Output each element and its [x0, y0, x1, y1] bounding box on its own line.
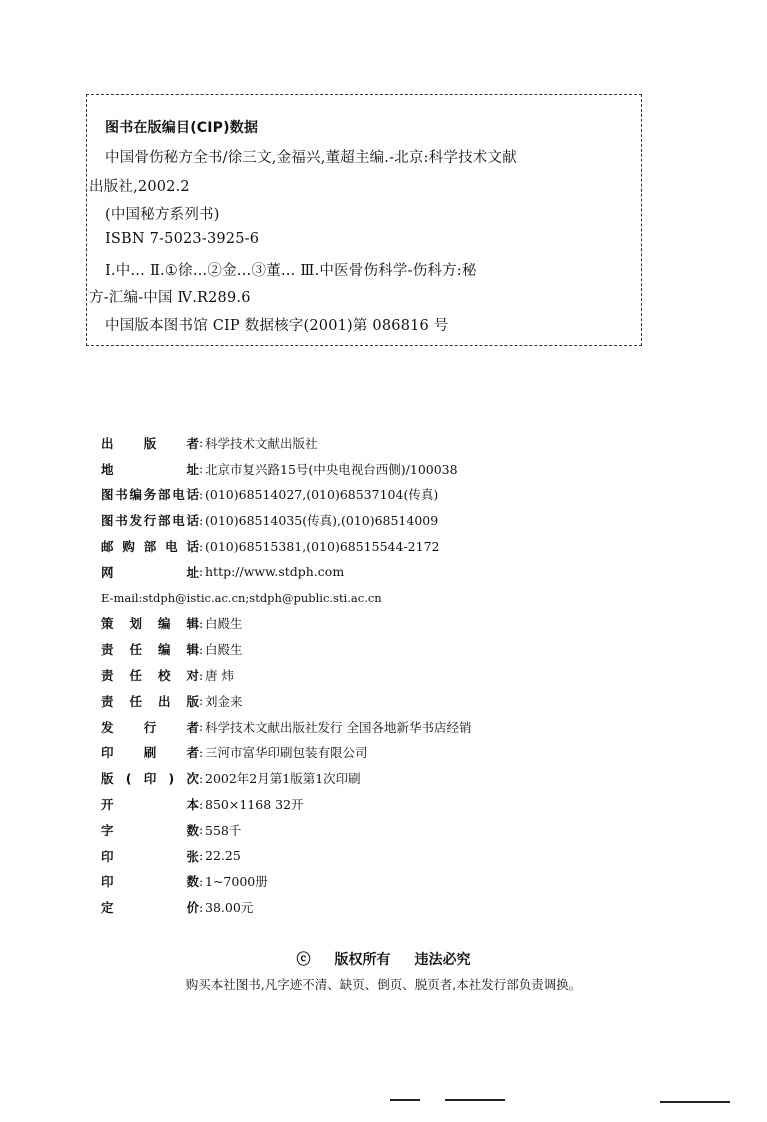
info-row — [101, 456, 471, 482]
info-row — [101, 843, 471, 869]
info-row — [101, 662, 471, 688]
info-row — [101, 894, 471, 920]
info-label: 图书编务部电话 — [101, 487, 199, 503]
info-value: 2002年2月第1版第1次印刷 — [205, 771, 361, 787]
info-value: 科学技术文献出版社 — [205, 435, 318, 451]
copyright-right: 违法必究 — [414, 952, 471, 968]
publication-info — [101, 430, 471, 920]
info-value: 唐 炜 — [205, 668, 234, 684]
cip-line: 出版社,2002.2 — [89, 179, 190, 195]
info-label: 印刷者 — [101, 745, 199, 761]
price-value: 38.00元 — [205, 900, 254, 916]
cip-data-box — [86, 94, 642, 346]
cip-line: 方-汇编-中国 Ⅳ.R289.6 — [89, 290, 251, 306]
info-row — [101, 559, 471, 585]
info-value: 白殿生 — [205, 616, 243, 632]
info-label: 版(印)次 — [101, 771, 199, 787]
info-row — [101, 740, 471, 766]
info-row — [101, 636, 471, 662]
cip-line: (中国秘方系列书) — [105, 207, 220, 223]
colon: : — [199, 719, 204, 735]
info-label: 定价 — [101, 900, 199, 916]
colon: : — [199, 770, 204, 786]
info-label: 字数 — [101, 822, 199, 838]
cip-line: Ⅰ.中… Ⅱ.①徐…②金…③董… Ⅲ.中医骨伤科学-伤科方:秘 — [105, 263, 477, 279]
info-label: 地址 — [101, 461, 199, 477]
info-label: 策划编辑 — [101, 616, 199, 632]
info-label: 出版者 — [101, 435, 199, 451]
info-row — [101, 533, 471, 559]
colon: : — [199, 848, 204, 864]
colon: : — [199, 538, 204, 554]
website-value: http://www.stdph.com — [205, 564, 345, 580]
info-row — [101, 791, 471, 817]
info-value: 850×1168 32开 — [205, 797, 304, 813]
cip-number: 中国版本图书馆 CIP 数据核字(2001)第 086816 号 — [105, 318, 449, 334]
info-row — [101, 507, 471, 533]
colon: : — [199, 641, 204, 657]
cip-line: 中国骨伤秘方全书/徐三文,金福兴,董超主编.-北京:科学技术文献 — [105, 150, 517, 166]
colon: : — [199, 796, 204, 812]
info-label: 图书发行部电话 — [101, 513, 199, 529]
info-value: 白殿生 — [205, 642, 243, 658]
info-value: 1~7000册 — [205, 874, 268, 890]
email-label: E-mail — [101, 590, 139, 605]
info-label: 责任编辑 — [101, 642, 199, 658]
info-value: 北京市复兴路15号(中央电视台西侧)/100038 — [205, 461, 458, 477]
info-value: (010)68514035(传真),(010)68514009 — [205, 513, 439, 529]
info-label: 印张 — [101, 848, 199, 864]
colon: : — [199, 615, 204, 631]
copyright-icon: ⓒ — [296, 952, 311, 968]
cip-title: 图书在版编目(CIP)数据 — [105, 120, 259, 136]
colon: : — [199, 899, 204, 915]
info-row — [101, 482, 471, 508]
colon: : — [138, 590, 143, 605]
replacement-note: 购买本社图书,凡字迹不清、缺页、倒页、脱页者,本社发行部负责调换。 — [185, 977, 582, 992]
scan-artifact — [390, 1099, 420, 1101]
cip-isbn: ISBN 7-5023-3925-6 — [105, 231, 260, 247]
colon: : — [199, 744, 204, 760]
info-value: 558千 — [205, 822, 242, 838]
info-label: 开本 — [101, 797, 199, 813]
info-value: (010)68515381,(010)68515544-2172 — [205, 538, 440, 554]
info-row — [101, 765, 471, 791]
scan-artifact — [660, 1101, 730, 1103]
info-label: 邮购部电话 — [101, 539, 199, 555]
colon: : — [199, 873, 204, 889]
colon: : — [199, 461, 204, 477]
info-row — [101, 430, 471, 456]
info-row — [101, 869, 471, 895]
scan-artifact — [445, 1099, 505, 1101]
info-row — [101, 714, 471, 740]
copyright-line — [0, 949, 767, 969]
info-value: 22.25 — [205, 848, 241, 864]
info-row — [101, 817, 471, 843]
colon: : — [199, 435, 204, 451]
info-row — [101, 688, 471, 714]
info-value: 刘金来 — [205, 693, 243, 709]
colon: : — [199, 486, 204, 502]
info-value: 三河市富华印刷包装有限公司 — [205, 745, 368, 761]
colon: : — [199, 564, 204, 580]
colon: : — [199, 693, 204, 709]
copyright-left: 版权所有 — [334, 952, 391, 968]
info-row — [101, 611, 471, 637]
info-label: 网址 — [101, 564, 199, 580]
info-value: (010)68514027,(010)68537104(传真) — [205, 487, 439, 503]
email-value: stdph@istic.ac.cn;stdph@public.sti.ac.cn — [142, 590, 382, 605]
info-label: 责任校对 — [101, 668, 199, 684]
colon: : — [199, 822, 204, 838]
info-label: 印数 — [101, 874, 199, 890]
info-value: 科学技术文献出版社发行 全国各地新华书店经销 — [205, 719, 472, 735]
info-label: 责任出版 — [101, 693, 199, 709]
email-row — [101, 585, 471, 611]
colon: : — [199, 667, 204, 683]
colon: : — [199, 512, 204, 528]
info-label: 发行者 — [101, 719, 199, 735]
